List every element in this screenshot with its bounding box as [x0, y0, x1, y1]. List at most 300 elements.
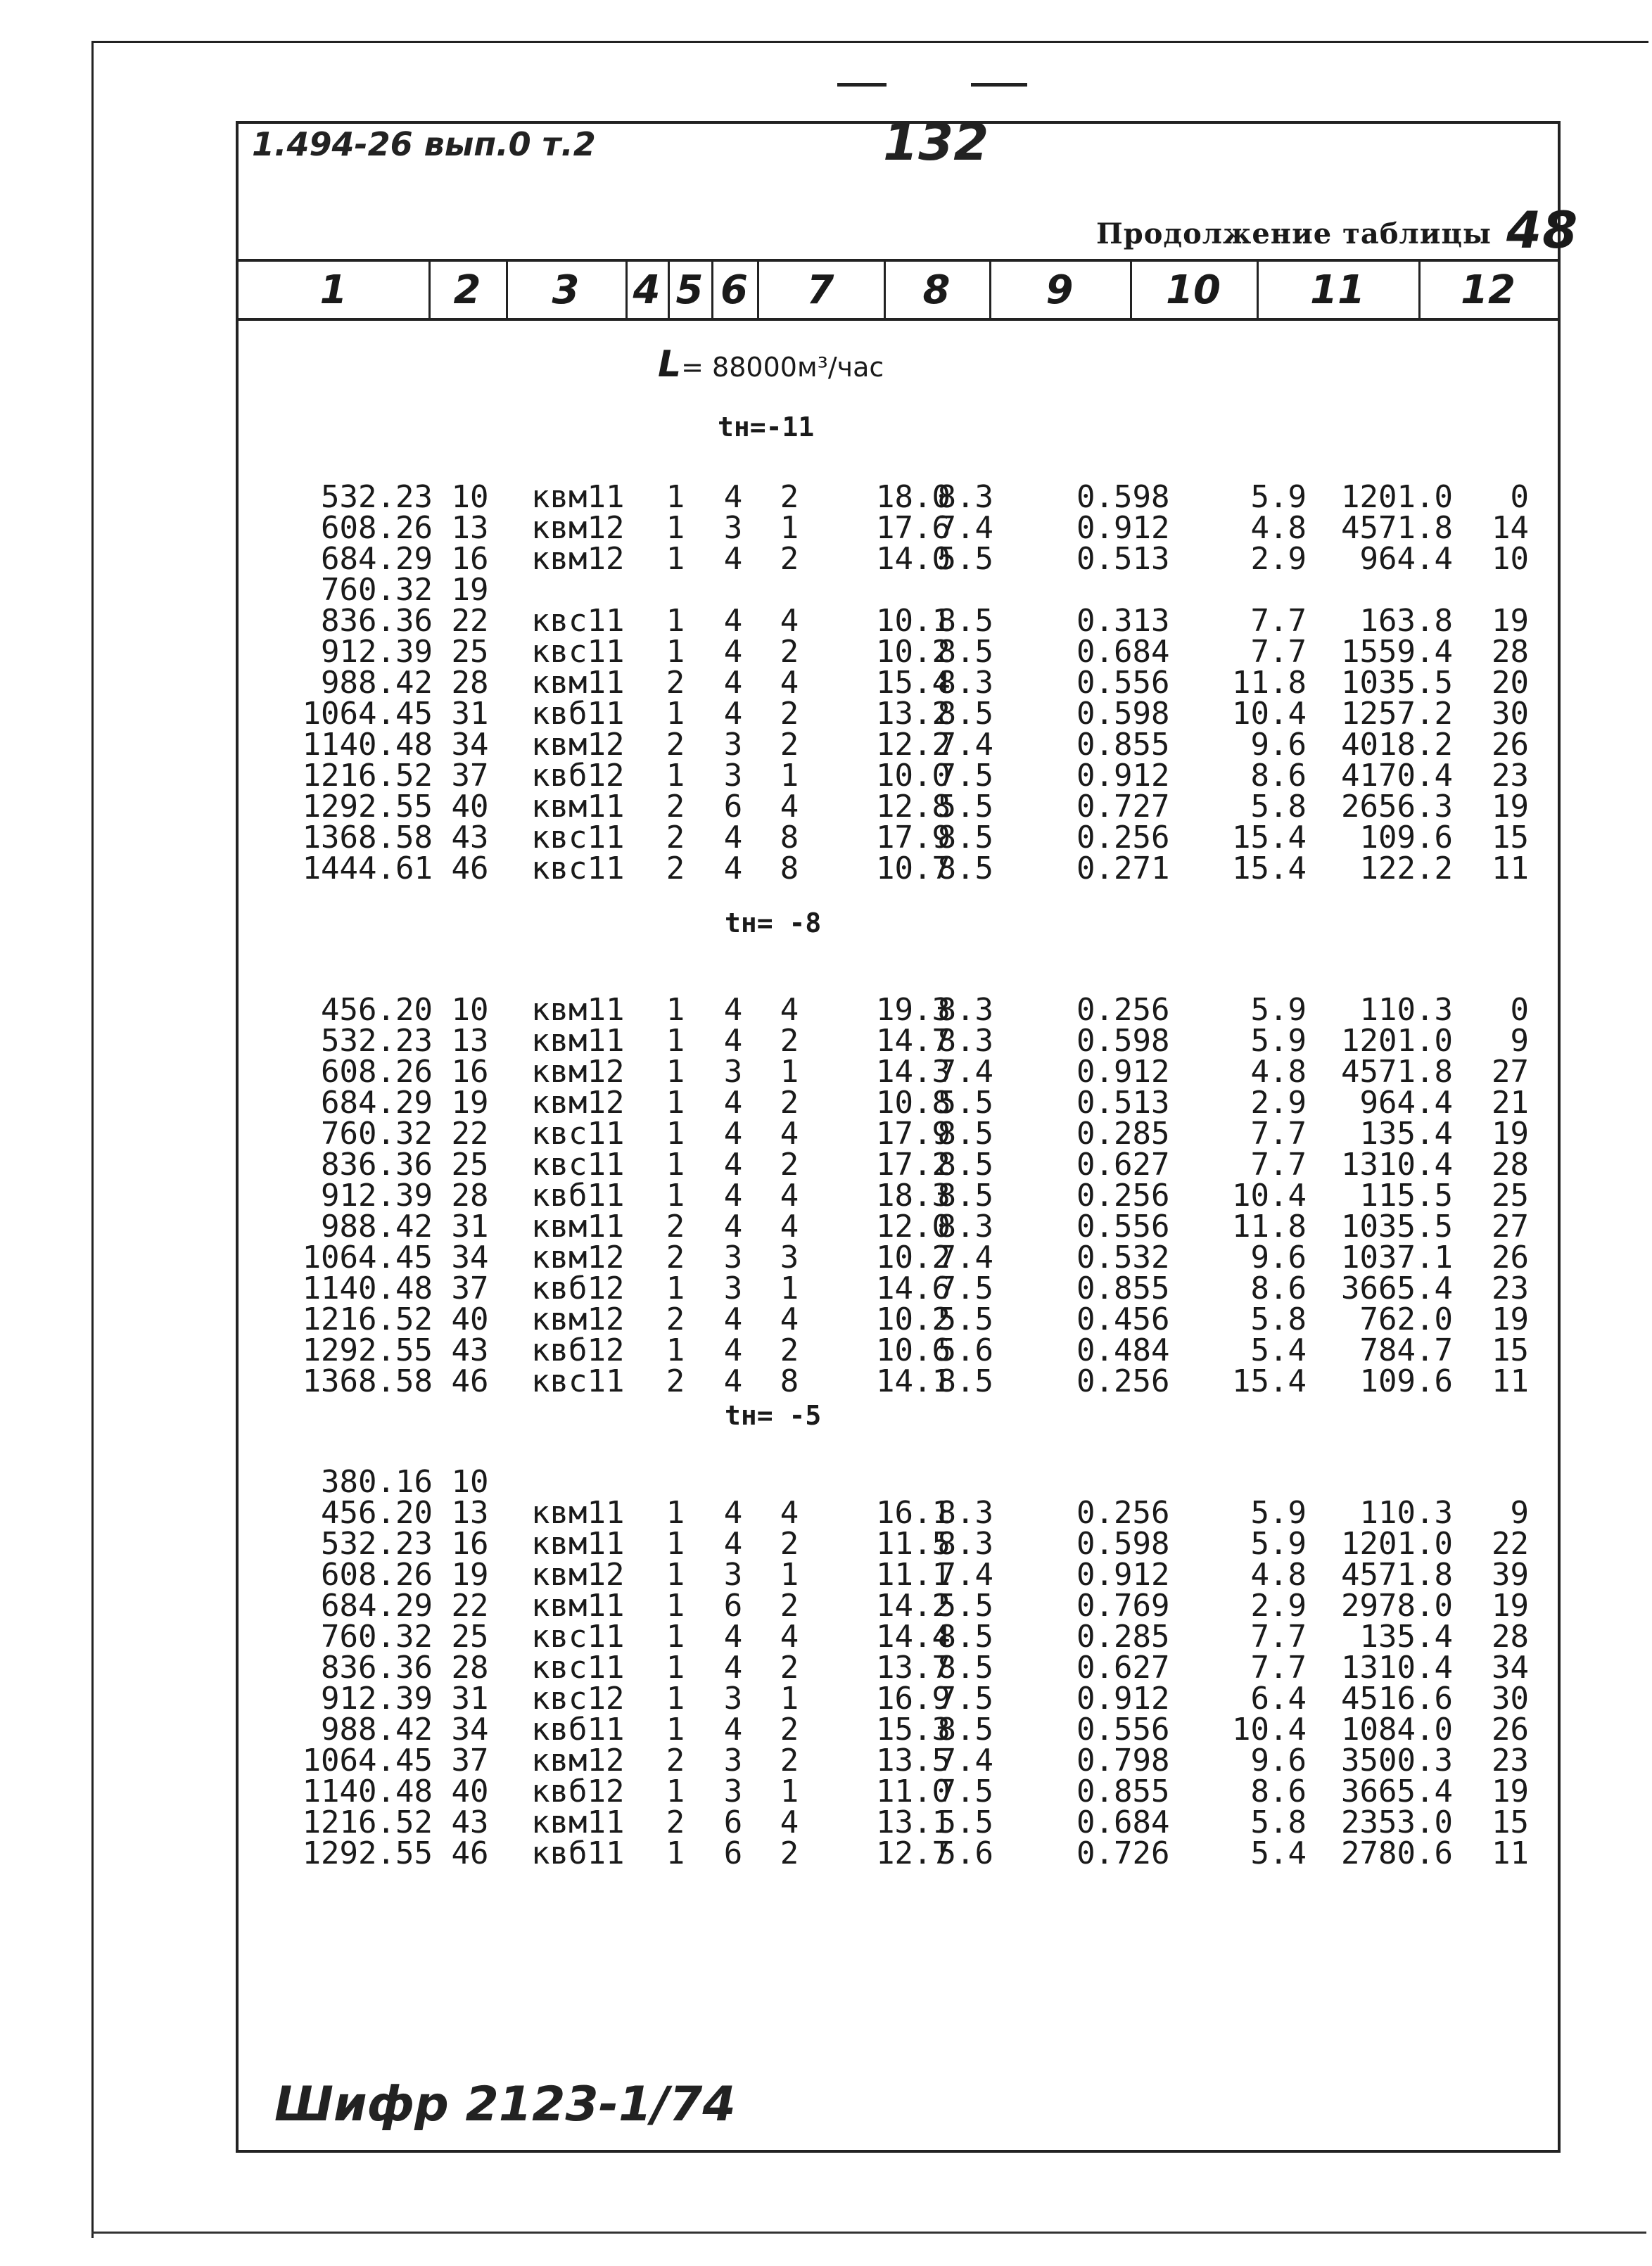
table-cell: 1	[780, 1774, 799, 1809]
table-cell: 4	[780, 1178, 799, 1214]
table-cell: 4	[723, 992, 743, 1028]
table-cell: 5.8	[1250, 789, 1307, 825]
table-cell: 760.32	[321, 1619, 433, 1655]
table-cell: 135.4	[1359, 1116, 1453, 1152]
table-cell: квб11	[531, 1178, 625, 1214]
table-cell: 1	[666, 634, 685, 670]
table-cell: 25	[451, 1619, 489, 1655]
table-cell: 14.7	[876, 1023, 951, 1059]
table-cell: 1	[666, 541, 685, 577]
table-cell: 1559.4	[1341, 634, 1453, 670]
column-header: 7	[757, 262, 886, 318]
table-cell: 19	[1492, 1588, 1529, 1624]
table-cell: 912.39	[321, 634, 433, 670]
table-cell: квс11	[531, 820, 625, 855]
column-header: 6	[711, 262, 759, 318]
table-cell: 836.36	[321, 603, 433, 639]
table-cell: 31	[451, 1681, 489, 1717]
table-cell: квм12	[531, 1301, 625, 1337]
table-cell: 8.6	[1250, 1271, 1307, 1306]
table-cell: 4	[723, 665, 743, 701]
table-cell: 4	[780, 603, 799, 639]
table-cell: 3500.3	[1341, 1743, 1453, 1778]
formula-symbol: L	[658, 343, 682, 386]
table-cell: 3	[723, 1054, 743, 1090]
table-cell: квм11	[531, 1023, 625, 1059]
table-cell: 784.7	[1359, 1332, 1453, 1368]
table-cell: 4.8	[1250, 1557, 1307, 1593]
table-cell: 2	[780, 634, 799, 670]
table-cell: 6	[723, 789, 743, 825]
table-cell: 2	[666, 1743, 685, 1778]
continuation-header	[1096, 200, 1578, 260]
table-cell: 4	[723, 1650, 743, 1686]
table-cell: 2	[780, 727, 799, 763]
table-cell: 2.9	[1250, 1588, 1307, 1624]
table-cell: 7.4	[937, 510, 993, 546]
table-cell: 12.2	[876, 727, 951, 763]
table-cell: 30	[1492, 1681, 1529, 1717]
table-cell: 31	[451, 696, 489, 732]
table-cell: 40	[451, 789, 489, 825]
table-cell: 1	[666, 1681, 685, 1717]
table-cell: 28	[1492, 1619, 1529, 1655]
table-cell: квм11	[531, 479, 625, 515]
table-cell: 2	[780, 696, 799, 732]
table-cell: квм11	[531, 1588, 625, 1624]
column-header: 8	[884, 262, 991, 318]
table-cell: 608.26	[321, 1557, 433, 1593]
table-cell: 836.36	[321, 1650, 433, 1686]
table-cell: 0.798	[1076, 1743, 1170, 1778]
table-cell: 4571.8	[1341, 510, 1453, 546]
table-cell: 15.4	[1232, 851, 1307, 886]
table-cell: 380.16	[321, 1464, 433, 1500]
table-cell: 2	[666, 820, 685, 855]
table-cell: 0.556	[1076, 1712, 1170, 1748]
table-cell: 14.2	[876, 1588, 951, 1624]
table-cell: 7.7	[1250, 1650, 1307, 1686]
table-cell: квм11	[531, 1209, 625, 1245]
table-cell: 9	[1510, 1495, 1529, 1531]
table-cell: квм11	[531, 1495, 625, 1531]
table-cell: 3	[723, 1681, 743, 1717]
table-cell: 532.23	[321, 1023, 433, 1059]
table-cell: 1216.52	[302, 1301, 433, 1337]
table-cell: 4	[780, 665, 799, 701]
table-cell: 5.6	[937, 1835, 993, 1871]
table-cell: 163.8	[1359, 603, 1453, 639]
table-cell: 1	[666, 1178, 685, 1214]
table-cell: 4	[723, 851, 743, 886]
table-cell: 1	[666, 1774, 685, 1809]
table-cell: 2	[780, 1023, 799, 1059]
table-cell: 4	[723, 479, 743, 515]
table-cell: 8.3	[937, 665, 993, 701]
table-cell: 5.8	[1250, 1301, 1307, 1337]
table-cell: 16	[451, 1054, 489, 1090]
table-cell: 912.39	[321, 1178, 433, 1214]
table-cell: 0.256	[1076, 992, 1170, 1028]
table-cell: 10.8	[876, 1085, 951, 1121]
table-cell: 8	[780, 1363, 799, 1399]
table-cell: 5.5	[937, 1301, 993, 1337]
table-cell: 0.855	[1076, 727, 1170, 763]
table-cell: квс11	[531, 603, 625, 639]
table-cell: квб11	[531, 1712, 625, 1748]
table-cell: квм12	[531, 1743, 625, 1778]
table-cell: 4	[723, 603, 743, 639]
table-cell: 37	[451, 1271, 489, 1306]
table-cell: 760.32	[321, 1116, 433, 1152]
table-cell: 8.5	[937, 1712, 993, 1748]
table-cell: 31	[451, 1209, 489, 1245]
table-cell: 109.6	[1359, 820, 1453, 855]
table-cell: 46	[451, 1363, 489, 1399]
table-cell: 109.6	[1359, 1363, 1453, 1399]
table-cell: 8.6	[1250, 758, 1307, 794]
table-cell: 5.5	[937, 1588, 993, 1624]
table-cell: 1	[666, 1023, 685, 1059]
table-cell: 30	[1492, 696, 1529, 732]
table-cell: 12.0	[876, 1209, 951, 1245]
table-cell: 5.5	[937, 1804, 993, 1840]
table-cell: 11	[1492, 851, 1529, 886]
table-cell: 1	[666, 1619, 685, 1655]
table-cell: 25	[451, 634, 489, 670]
table-cell: 4571.8	[1341, 1054, 1453, 1090]
table-cell: 0.912	[1076, 758, 1170, 794]
table-cell: 1	[666, 1085, 685, 1121]
table-cell: 4	[723, 1332, 743, 1368]
table-cell: 0.684	[1076, 634, 1170, 670]
table-cell: 27	[1492, 1209, 1529, 1245]
table-cell: 1	[666, 1054, 685, 1090]
table-cell: 0.285	[1076, 1619, 1170, 1655]
table-cell: квс11	[531, 634, 625, 670]
table-cell: 1292.55	[302, 1332, 433, 1368]
table-cell: 1292.55	[302, 789, 433, 825]
table-cell: 964.4	[1359, 1085, 1453, 1121]
table-cell: 10.1	[876, 603, 951, 639]
table-cell: 1201.0	[1341, 479, 1453, 515]
table-cell: 1	[666, 1712, 685, 1748]
table-cell: квс11	[531, 1147, 625, 1183]
table-cell: 1	[780, 758, 799, 794]
table-cell: 46	[451, 851, 489, 886]
table-cell: квс11	[531, 1650, 625, 1686]
table-cell: 1035.5	[1341, 1209, 1453, 1245]
table-cell: квм12	[531, 1240, 625, 1275]
table-cell: 7.4	[937, 1054, 993, 1090]
table-cell: 5.9	[1250, 1526, 1307, 1562]
table-cell: 8.5	[937, 1650, 993, 1686]
table-cell: 684.29	[321, 1588, 433, 1624]
table-cell: 17.9	[876, 820, 951, 855]
table-cell: 1140.48	[302, 1774, 433, 1809]
table-cell: 15	[1492, 1804, 1529, 1840]
table-cell: 11	[1492, 1363, 1529, 1399]
table-cell: 2	[666, 727, 685, 763]
table-cell: 5.4	[1250, 1835, 1307, 1871]
table-cell: квм11	[531, 789, 625, 825]
table-cell: 4	[723, 1085, 743, 1121]
table-cell: 684.29	[321, 541, 433, 577]
table-cell: 4	[723, 1363, 743, 1399]
table-cell: 1216.52	[302, 758, 433, 794]
table-cell: 1	[666, 696, 685, 732]
table-cell: 2	[666, 1301, 685, 1337]
table-cell: 17.6	[876, 510, 951, 546]
table-cell: 0.313	[1076, 603, 1170, 639]
table-cell: 28	[1492, 634, 1529, 670]
table-cell: 0.627	[1076, 1147, 1170, 1183]
table-cell: 16.1	[876, 1495, 951, 1531]
table-cell: 18.3	[876, 1178, 951, 1214]
table-cell: 532.23	[321, 479, 433, 515]
table-cell: 1	[780, 1271, 799, 1306]
table-cell: 7.7	[1250, 1116, 1307, 1152]
table-cell: 2	[780, 479, 799, 515]
table-cell: квм11	[531, 665, 625, 701]
continuation-label: Продолжение таблицы	[1096, 217, 1492, 250]
table-cell: 2	[666, 1209, 685, 1245]
table-cell: 14.6	[876, 1271, 951, 1306]
table-cell: 15	[1492, 820, 1529, 855]
table-cell: 8.3	[937, 1023, 993, 1059]
table-cell: 19.3	[876, 992, 951, 1028]
table-cell: 456.20	[321, 1495, 433, 1531]
table-cell: 0	[1510, 992, 1529, 1028]
table-cell: 0.912	[1076, 510, 1170, 546]
table-cell: 10.6	[876, 1332, 951, 1368]
table-cell: 10.4	[1232, 1712, 1307, 1748]
table-cell: 34	[1492, 1650, 1529, 1686]
table-cell: 15.4	[876, 665, 951, 701]
table-cell: 3	[723, 1743, 743, 1778]
table-cell: 0.256	[1076, 1363, 1170, 1399]
table-cell: 3	[723, 1774, 743, 1809]
top-mark	[971, 83, 1027, 87]
table-cell: 1140.48	[302, 1271, 433, 1306]
table-cell: 19	[1492, 789, 1529, 825]
table-cell: 19	[1492, 603, 1529, 639]
column-header: 9	[989, 262, 1132, 318]
table-cell: 760.32	[321, 572, 433, 608]
table-cell: 23	[1492, 1271, 1529, 1306]
table-cell: 6	[723, 1804, 743, 1840]
table-cell: 7.7	[1250, 1619, 1307, 1655]
table-cell: 18.0	[876, 479, 951, 515]
column-header: 1	[239, 262, 431, 318]
table-cell: 4	[780, 1619, 799, 1655]
table-cell: квм12	[531, 1054, 625, 1090]
table-cell: 0.855	[1076, 1774, 1170, 1809]
table-cell: 10.2	[876, 1240, 951, 1275]
table-cell: 6	[723, 1588, 743, 1624]
table-cell: 2	[780, 1588, 799, 1624]
table-cell: 14.0	[876, 541, 951, 577]
table-cell: 43	[451, 1332, 489, 1368]
table-cell: квб11	[531, 1835, 625, 1871]
table-cell: 1	[666, 758, 685, 794]
table-cell: 0.484	[1076, 1332, 1170, 1368]
table-cell: 5.4	[1250, 1332, 1307, 1368]
table-cell: 7.4	[937, 1557, 993, 1593]
table-cell: 4.8	[1250, 1054, 1307, 1090]
table-cell: 17.2	[876, 1147, 951, 1183]
table-cell: 0.912	[1076, 1557, 1170, 1593]
table-cell: 10.2	[876, 1301, 951, 1337]
table-cell: 1064.45	[302, 1240, 433, 1275]
table-cell: 110.3	[1359, 1495, 1453, 1531]
table-cell: 1	[666, 992, 685, 1028]
table-cell: 7.5	[937, 1271, 993, 1306]
table-cell: 4	[780, 1209, 799, 1245]
table-cell: 10	[451, 479, 489, 515]
table-cell: 14.1	[876, 1363, 951, 1399]
table-cell: 1	[780, 510, 799, 546]
table-cell: 34	[451, 1712, 489, 1748]
table-cell: 2	[780, 1085, 799, 1121]
table-cell: 28	[451, 665, 489, 701]
table-cell: 11.5	[876, 1526, 951, 1562]
table-cell: 0.912	[1076, 1054, 1170, 1090]
table-cell: квб12	[531, 1774, 625, 1809]
table-cell: квб11	[531, 696, 625, 732]
table-cell: 0.256	[1076, 820, 1170, 855]
column-header: 5	[668, 262, 713, 318]
table-cell: 20	[1492, 665, 1529, 701]
table-cell: 17.9	[876, 1116, 951, 1152]
table-cell: 3665.4	[1341, 1271, 1453, 1306]
table-cell: 7.7	[1250, 1147, 1307, 1183]
table-cell: 13	[451, 510, 489, 546]
table-cell: 1	[666, 1332, 685, 1368]
table-cell: 115.5	[1359, 1178, 1453, 1214]
table-cell: 5.9	[1250, 992, 1307, 1028]
table-cell: 15.4	[1232, 820, 1307, 855]
table-cell: 1	[666, 510, 685, 546]
top-mark	[837, 83, 887, 87]
table-cell: 4	[723, 541, 743, 577]
table-cell: 11.1	[876, 1557, 951, 1593]
column-header: 4	[625, 262, 670, 318]
table-cell: 1257.2	[1341, 696, 1453, 732]
table-cell: 16	[451, 1526, 489, 1562]
table-cell: 0.256	[1076, 1495, 1170, 1531]
table-cell: 8.5	[937, 1116, 993, 1152]
table-cell: 1037.1	[1341, 1240, 1453, 1275]
table-cell: 988.42	[321, 1209, 433, 1245]
table-cell: 2780.6	[1341, 1835, 1453, 1871]
table-cell: 19	[451, 1085, 489, 1121]
table-cell: 1140.48	[302, 727, 433, 763]
table-cell: 0.598	[1076, 696, 1170, 732]
table-cell: 3	[723, 510, 743, 546]
table-cell: 0.598	[1076, 479, 1170, 515]
table-cell: 456.20	[321, 992, 433, 1028]
table-cell: 15.4	[1232, 1363, 1307, 1399]
table-cell: 11.8	[1232, 665, 1307, 701]
table-cell: 1	[666, 479, 685, 515]
formula-text: = 88000м³/час	[681, 352, 884, 383]
table-cell: 10	[451, 992, 489, 1028]
table-cell: 1	[666, 1116, 685, 1152]
table-cell: 8.3	[937, 1526, 993, 1562]
table-cell: 3	[723, 727, 743, 763]
table-cell: 37	[451, 1743, 489, 1778]
table-cell: 1	[666, 1650, 685, 1686]
table-cell: 1201.0	[1341, 1023, 1453, 1059]
table-cell: 1310.4	[1341, 1147, 1453, 1183]
column-header: 2	[428, 262, 508, 318]
table-cell: 13.5	[876, 1743, 951, 1778]
table-cell: 0.598	[1076, 1023, 1170, 1059]
table-cell: 10.0	[876, 758, 951, 794]
table-cell: 10.4	[1232, 696, 1307, 732]
table-cell: 12.8	[876, 789, 951, 825]
table-cell: 16.9	[876, 1681, 951, 1717]
table-cell: 684.29	[321, 1085, 433, 1121]
table-cell: 9	[1510, 1023, 1529, 1059]
table-cell: 1216.52	[302, 1804, 433, 1840]
table-cell: 8.5	[937, 1363, 993, 1399]
table-cell: 0.684	[1076, 1804, 1170, 1840]
table-cell: 19	[451, 1557, 489, 1593]
table-cell: 1064.45	[302, 1743, 433, 1778]
table-cell: 0.513	[1076, 1085, 1170, 1121]
table-cell: квм11	[531, 1526, 625, 1562]
table-cell: 8.5	[937, 820, 993, 855]
table-cell: 0.271	[1076, 851, 1170, 886]
table-cell: квб12	[531, 1332, 625, 1368]
document-code: 1.494-26 вып.0 т.2	[252, 125, 596, 163]
table-cell: 2	[666, 1363, 685, 1399]
table-cell: 13.2	[876, 696, 951, 732]
table-cell: 4	[723, 634, 743, 670]
table-cell: 40	[451, 1301, 489, 1337]
table-cell: 8	[780, 851, 799, 886]
table-cell: 4	[723, 1147, 743, 1183]
table-cell: 0.627	[1076, 1650, 1170, 1686]
table-cell: 0.769	[1076, 1588, 1170, 1624]
table-cell: 8.5	[937, 1619, 993, 1655]
table-cell: 4	[723, 1495, 743, 1531]
table-cell: 7.4	[937, 1240, 993, 1275]
table-cell: 8.6	[1250, 1774, 1307, 1809]
table-cell: 8.5	[937, 634, 993, 670]
table-cell: 12.7	[876, 1835, 951, 1871]
table-cell: 1292.55	[302, 1835, 433, 1871]
table-cell: 2	[666, 789, 685, 825]
table-cell: 2	[780, 1147, 799, 1183]
table-cell: 37	[451, 758, 489, 794]
table-cell: 608.26	[321, 1054, 433, 1090]
table-cell: 26	[1492, 1712, 1529, 1748]
table-cell: 4516.6	[1341, 1681, 1453, 1717]
table-cell: 25	[451, 1147, 489, 1183]
table-cell: 40	[451, 1774, 489, 1809]
table-cell: 11.8	[1232, 1209, 1307, 1245]
airflow-formula	[658, 343, 884, 386]
table-cell: 2	[780, 1743, 799, 1778]
table-cell: 14	[1492, 510, 1529, 546]
table-cell: 110.3	[1359, 992, 1453, 1028]
table-cell: 22	[451, 1116, 489, 1152]
table-cell: 2353.0	[1341, 1804, 1453, 1840]
table-cell: 4	[723, 1209, 743, 1245]
